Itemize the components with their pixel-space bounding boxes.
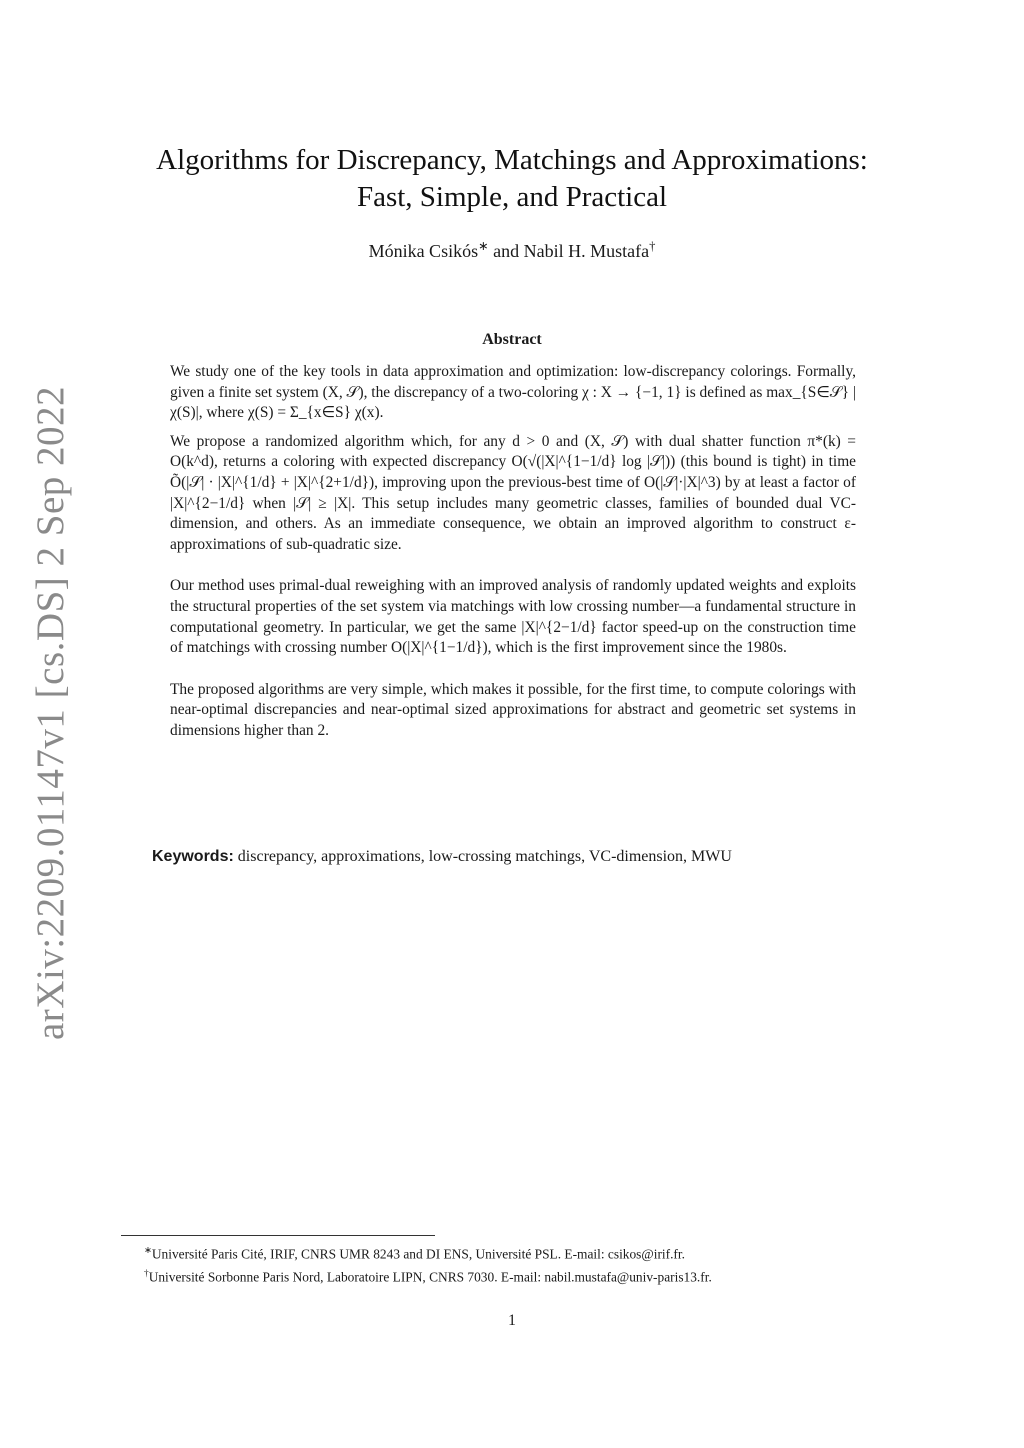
author-2-mark: † (649, 239, 656, 253)
keywords-text: discrepancy, approximations, low-crossing matchings, VC-dimension, MWU (237, 848, 732, 865)
abstract-paragraph-2: We propose a randomized algorithm which, for any d > 0 and (X, 𝒮) with dual shatter function π*(k) = O(k^d), returns a coloring with expected discrepancy O(√(|X|^{1−1/d} log |𝒮|)) (this bound is tight) in time Õ(|𝒮| · |X|^{1/d} + |X|^{2+1/d}), improving upon the previous-best time of O(|𝒮|·|X|^3) by at least a factor of |X|^{2−1/d} when |𝒮| ≥ |X|. This setup includes many geometric classes, families of bounded dual VC-dimension, and others. As an immediate consequence, we obtain an improved algorithm to construct ε-approximations of sub-quadratic size. (170, 432, 856, 553)
author-1: Mónika Csikós (368, 241, 479, 261)
abstract-heading: Abstract (482, 331, 542, 348)
footnote-1-mark: ∗ (144, 1246, 152, 1256)
footnotes (144, 1241, 904, 1288)
title-line-2: Fast, Simple, and Practical (356, 181, 668, 213)
author-list (0, 238, 1024, 262)
abstract-paragraph-4: The proposed algorithms are very simple, which makes it possible, for the first time, to compute colorings with near-optimal discrepancies and near-optimal sized approximations for abstract and geometric set systems in dimensions higher than 2. (170, 680, 856, 739)
author-2: Nabil H. Mustafa (523, 241, 650, 261)
footnote-2 (144, 1264, 904, 1287)
author-connector: and (488, 241, 524, 261)
abstract-body (170, 362, 856, 763)
arxiv-identifier: arXiv:2209.01147v1 [cs.DS] 2 Sep 2022 (29, 385, 72, 1040)
keywords (152, 848, 892, 866)
title-line-1: Algorithms for Discrepancy, Matchings and Approximations: (156, 144, 868, 176)
footnote-2-text: Université Sorbonne Paris Nord, Laboratoire LIPN, CNRS 7030. E-mail: nabil.mustafa@univ-paris13.fr. (148, 1269, 712, 1285)
footnote-rule (121, 1235, 435, 1236)
footnote-1-text: Université Paris Cité, IRIF, CNRS UMR 8243 and DI ENS, Université PSL. E-mail: csikos@irif.fr. (151, 1246, 685, 1262)
page-number: 1 (508, 1312, 516, 1329)
abstract-paragraph-1: We study one of the key tools in data approximation and optimization: low-discrepancy colorings. Formally, given a finite set system (X, 𝒮), the discrepancy of a two-coloring χ : X → {−1, 1} is defined as max_{S∈𝒮} |χ(S)|, where χ(S) = Σ_{x∈S} χ(x). (170, 363, 856, 422)
author-1-mark: ∗ (478, 239, 489, 253)
footnote-1 (144, 1241, 904, 1264)
abstract-paragraph-3: Our method uses primal-dual reweighing with an improved analysis of randomly updated weights and exploits the structural properties of the set system via matchings with low crossing number—a fundamental structure in computational geometry. In particular, we get the same |X|^{2−1/d} factor speed-up on the construction time of matchings with crossing number O(|X|^{1−1/d}), which is the first improvement since the 1980s. (170, 577, 856, 657)
footnote-2-mark: † (144, 1269, 149, 1280)
keywords-label: Keywords: (152, 848, 234, 865)
paper-title (0, 142, 1024, 216)
